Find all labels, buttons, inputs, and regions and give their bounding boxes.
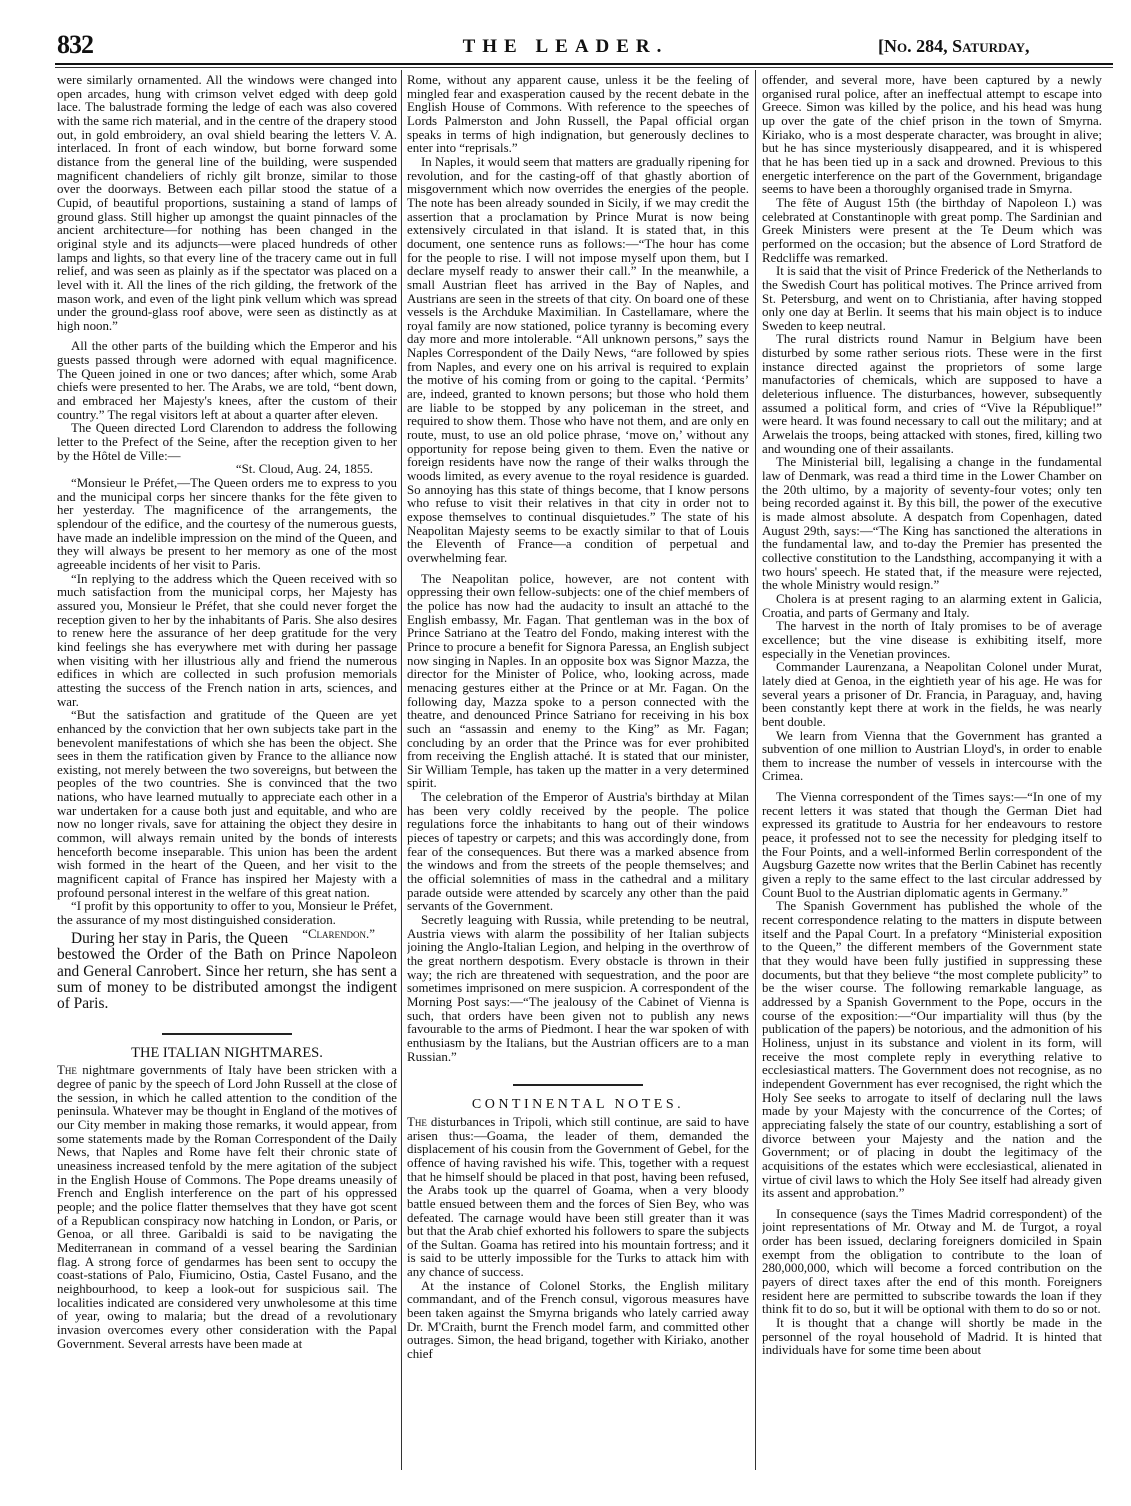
header-rule (55, 63, 1113, 65)
paragraph: Rome, without any apparent cause, unless it be the feeling of mingled fear and exasperation caused by the recent debate in the English House of Commons. With reference to the speeches of Lords Palmerston and John Russell, the Papal official organ speaks in terms of high indignation, but generously declines to enter into “reprisals.” (407, 74, 749, 156)
column-divider (755, 70, 756, 1470)
paragraph: “Monsieur le Préfet,—The Queen orders me to express to you and the municipal corps her sincere thanks for the fête given to her yesterday. The magnificence of the arrangements, the splendour of the edifice, and the courtesy of the numerous guests, have made an indelible impression on the mind of the Queen, and they will always be present to her memory as one of the most agreeable incidents of her visit to Paris. (57, 476, 397, 572)
paragraph: Cholera is at present raging to an alarming extent in Galicia, Croatia, and parts of Germany and Italy. (762, 591, 1102, 620)
paragraph: The harvest in the north of Italy promises to be of average excellence; but the vine disease is exhibiting itself, more especially in the Venetian provinces. (762, 619, 1102, 661)
paragraph: The fête of August 15th (the birthday of Napoleon I.) was celebrated at Constantinople with great pomp. The Sardinian and Greek Ministers were present at the Te Deum which was performed on the occasion; but the absence of Lord Stratford de Redcliffe was remarked. (762, 195, 1102, 265)
paragraph: The Vienna correspondent of the Times says:—“In one of my recent letters it was stated that though the German Diet had expressed its gratitude to Austria for her endeavours to restore peace, it professed not to see the necessity for pledging itself to the Four Points, and a well-informed Berlin correspondent of the Augsburg Gazette now writes that the Berlin Cabinet has recently given a reply to the same effect to the last circular addressed by Count Buol to the Austrian diplomatic agents in Germany.” (762, 790, 1102, 900)
section-heading: THE ITALIAN NIGHTMARES. (131, 1044, 323, 1061)
paragraph: The Queen directed Lord Clarendon to address the following letter to the Prefect of the Seine, after the reception given to her by the Hôtel de Ville:— (57, 421, 397, 463)
paragraph: Commander Laurenzana, a Neapolitan Colonel under Murat, lately died at Genoa, in the eightieth year of his age. He was for several years a prisoner of Dr. Francia, in Paraguay, and, having been constantly kept there at work in the fields, he was nearly bent double. (762, 660, 1102, 729)
letter-dateline: “St. Cloud, Aug. 24, 1855. (235, 462, 373, 477)
paragraph: offender, and several more, have been captured by a newly organised rural police, after an ineffectual attempt to escape into Greece. Simon was killed by the police, and his head was hung up over the gate of the chief prison in the town of Smyrna. Kiriako, who is a most desperate character, was brought in alive; but he has since mysteriously disappeared, and it is whispered that he has been tied up in a sack and drowned. Previous to this energetic interference on the part of the Government, brigandage seems to have been a thoroughly organised trade in Smyrna. (762, 74, 1102, 197)
paragraph: During her stay in Paris, the Queen bestowed the Order of the Bath on Prince Napoleon and General Canrobert. Since her return, she has sent a sum of money to be distributed amongst the indigent of Paris. (57, 929, 397, 1013)
paragraph: “In replying to the address which the Queen received with so much satisfaction from the municipal corps, her Majesty has assured you, Monsieur le Préfet, that she could never forget the reception given to her by the inhabitants of Paris. She also desires to renew here the assurance of her deep gratitude for the very kind feelings she has everywhere met with during her passage when visiting with her illustrious ally and friend the numerous edifices in which are collected in such profusion memorials attesting the success of the French nation in arts, sciences, and war. (57, 571, 397, 709)
paragraph: The Neapolitan police, however, are not content with oppressing their own fellow-subjects: one of the chief members of the police has now had the audacity to insult an attaché to the English embassy, Mr. Fagan. That gentleman was in the box of Prince Satriano at the Teatro del Fondo, making interest with the Prince to procure a benefit for Signora Paressa, an English subject now singing in Naples. In an opposite box was Signor Mazza, the director for the Minister of Police, who, looking across, made menacing gestures either at the Prince or at Mr. Fagan. On the following day, Mazza spoke to a person connected with the theatre, and denounced Prince Satriano for receiving in his box such an “assassin and enemy to the King” as Mr. Fagan; concluding by an order that the Prince was for ever prohibited from receiving the English attaché. It is stated that our minister, Sir William Temple, has taken up the matter in a very determined spirit. (407, 571, 749, 791)
section-rule (513, 1084, 643, 1086)
paragraph: At the instance of Colonel Storks, the English military commandant, and of the French consul, vigorous measures have been taken against the Smyrna brigands who lately carried away Dr. M'Craith, burnt the French model farm, and committed other outrages. Simon, the head brigand, together with Kiriako, another chief (407, 1278, 749, 1362)
newspaper-title: THE LEADER. (462, 36, 669, 57)
column-divider (401, 70, 402, 1470)
letter-signature: “Clarendon.” (302, 926, 375, 941)
paragraph: The Ministerial bill, legalising a change in the fundamental law of Denmark, was read a third time in the Lower Chamber on the 20th ultimo, by a majority of seventy-four votes; only ten being recorded against it. By this bill, the power of the executive is made almost absolute. A despatch from Copenhagen, dated August 29th, says:—“The King has sanctioned the alterations in the fundamental law, and to-day the Premier has presented the collective constitution to the Landsthing, accompanying it with a two hours' speech. He stated that, if the measure were rejected, the whole Ministry would resign.” (762, 455, 1102, 593)
paragraph: In Naples, it would seem that matters are gradually ripening for revolution, and for the casting-off of that ghastly abortion of misgovernment which now overrides the energies of the people. The note has been already sounded in Sicily, if we may credit the assertion that a proclamation by Prince Murat is now being extensively circulated in that island. It is stated that, in this document, one sentence runs as follows:—“The hour has come for the people to rise. I will not impose myself upon them, but I declare myself ready to answer their call.” In the meanwhile, a small Austrian fleet has arrived in the Bay of Naples, and Austrians are seen in the streets of that city. On board one of these vessels is the Archduke Maximilian. In Castellamare, where the royal family are now stationed, police tyranny is becoming every day more and more intolerable. “All unknown persons,” says the Naples Correspondent of the Daily News, “are followed by spies from Naples, and every one on his arrival is required to explain the motive of his coming from or going to the capital. ‘Permits’ are, indeed, granted to known persons; but those who hold them are liable to be stopped by any policeman in the street, and required to show them. Those who have not them, and are only en route, must, to use an old police phrase, ‘move on,’ without any opportunity for repose being given to them. Even the native or foreign residents have now the range of their walks through the woods limited, as every avenue to the royal residence is guarded. So annoying has this state of things become, that I know persons who refuse to visit their relatives in that city in order not to expose themselves to continual disquietudes.” The state of his Neapolitan Majesty seems to be exactly similar to that of Louis the Eleventh of France—a condition of perpetual and overwhelming fear. (407, 154, 749, 565)
lead-word: The (57, 1063, 77, 1078)
paragraph: The Spanish Government has published the whole of the recent correspondence relating to the matters in dispute between itself and the Papal Court. In a prefatory “Ministerial exposition to the Queen,” the different members of the Government state that they would have been fully justified in suppressing these documents, but that they believe “the most complete publicity” to be the wiser course. The following remarkable language, as addressed by a Spanish Government to the Pope, occurs in the course of the exposition:—“Our impartiality will thus (by the publication of the papers) be notorious, and the admonition of his Holiness, unjust in its substance and violent in its form, will receive the most complete reply in everything relative to ecclesiastical matters. The Government does not recognise, as no independent Government has ever recognised, the right which the Holy See seeks to arrogate to itself of declaring null the laws made by your Majesty with the concurrence of the Cortes; of appreciating falsely the state of our country, establishing a sort of divorce between your Majesty and the nation and the Government; or of placing in doubt the legitimacy of the acquisitions of the estates which were ecclesiastical, alienated in virtue of civil laws to which the Holy See itself had already given its assent and approbation.” (762, 899, 1102, 1201)
paragraph: Secretly leaguing with Russia, while pretending to be neutral, Austria views with alarm the possibility of her Italian subjects joining the Anglo-Italian Legion, and helping in the overthrow of the great northern despotism. Every obstacle is thrown in their way; the rich are threatened with sequestration, and the poor are sometimes imprisoned on mere suspicion. A correspondent of the Morning Post says:—“The jealousy of the Cabinet of Vienna is such, that orders have been given not to publish any news favourable to the arms of Piedmont. I hear the war spoken of with enthusiasm by the Italians, but the Austrian officers are to a man Russian.” (407, 913, 749, 1064)
paragraph (57, 899, 397, 941)
page-number: 832 (57, 30, 93, 59)
paragraph: The celebration of the Emperor of Austria's birthday at Milan has been very coldly received by the people. The police regulations force the inhabitants to hang out of their windows pieces of tapestry or carpets; and this was accordingly done, from fear of the consequences. But there was a marked absence from the windows and from the streets of the people themselves; and the official solemnities of mass in the cathedral and a military parade outside were attended by scarcely any other than the paid servants of the Government. (407, 790, 749, 914)
issue-info: [No. 284, Saturday, (878, 36, 1030, 56)
paragraph: It is thought that a change will shortly be made in the personnel of the royal household of Madrid. It is hinted that individuals have for some time been about (762, 1316, 1102, 1358)
header-rule-thin (55, 67, 1113, 68)
column-1 (57, 74, 397, 1470)
paragraph: “But the satisfaction and gratitude of the Queen are yet enhanced by the conviction that her own subjects take part in the benevolent manifestations of which she has been the object. She sees in them the ratification given by France to the alliance now existing, not merely between the two sovereigns, but between the peoples of the two countries. She is convinced that the two nations, who have learned mutually to appreciate each other in a war undertaken for a cause both just and equitable, and who are now no longer rivals, save for attaining the object they desire in common, will always remain united by the bonds of interests henceforth become inseparable. This union has been the ardent wish formed in the heart of the Queen, and her visit to the magnificent capital of France has inspired her Majesty with a profound personal interest in the welfare of this great nation. (57, 708, 397, 900)
paragraph: It is said that the visit of Prince Frederick of the Netherlands to the Swedish Court has political motives. The Prince arrived from St. Petersburg, and went on to Christiania, after having stopped only one day at Berlin. It seems that his main object is to induce Sweden to keep neutral. (762, 264, 1102, 333)
paragraph-text: nightmare governments of Italy have been stricken with a degree of panic by the speech of Lord John Russell at the close of the session, in which he called attention to the condition of the peninsula. Whatever may be thought in England of the motives of our City member in making those remarks, it would appear, from some statements made by the Roman Correspondent of the Daily News, that Naples and Rome have felt their chronic state of uneasiness increased tenfold by the mere agitation of the subject in the English House of Commons. The Pope dreams uneasily of French and English interference on the part of his oppressed people; and the police flatter themselves that they have got scent of a Republican conspiracy now hatching in London, or Paris, or Genoa, or all three. Garibaldi is said to be navigating the Mediterranean in command of a vessel bearing the Sardinian flag. A strong force of gendarmes has been sent to occupy the coast-stations of Palo, Fiumicino, Ostia, Castel Fusano, and the neighbourhood, to keep a look-out for suspicious sail. The localities indicated are considered very unwholesome at this time of year, owing to malaria; but the dread of a revolutionary invasion overcomes every other consideration with the Papal Government. Several arrests have been made at (57, 1063, 397, 1351)
paragraph: were similarly ornamented. All the windows were changed into open arcades, hung with crimson velvet edged with deep gold lace. The balustrade forming the ledge of each was also covered with the same rich material, and in the centre of the drapery stood out, in gold embroidery, an oval shield bearing the letters V. A. interlaced. In front of each window, but borne forward some distance from the general line of the building, were suspended magnificent chandeliers of richly gilt bronze, similar to those over the doorways. Between each pillar stood the statue of a Cupid, of beautiful proportions, sustaining a stand of lamps of ground glass. Still higher up amongst the quaint pinnacles of the ancient architecture—for nothing has been changed in the original style and its adjuncts—were placed hundreds of other lamps and lights, so that every line of the tracery came out in full relief, and was seen as plainly as if the spectator was placed on a level with it. All the lines of the rich gilding, the fretwork of the mason work, and even of the light pink vellum which was spread under the ground-glass roof above, were seen as distinctly as at high noon.” (57, 74, 397, 333)
paragraph (57, 1064, 397, 1351)
paragraph (407, 1116, 749, 1280)
lead-word: The (407, 1114, 427, 1129)
paragraph: All the other parts of the building which the Emperor and his guests passed through were adorned with equal magnificence. The Queen joined in one or two dances; after which, some Arab chiefs were presented to her. The Arabs, we are told, “bent down, and embraced her Majesty's knees, after the custom of their country.” The regal visitors left at about a quarter after eleven. (57, 339, 397, 422)
column-2 (407, 74, 749, 1470)
paragraph: In consequence (says the Times Madrid correspondent) of the joint representations of Mr. Otway and M. de Turgot, a royal order has been issued, declaring foreigners domiciled in Spain exempt from the obligation to contribute to the loan of 280,000,000, which will become a forced contribution on the payers of direct taxes after the end of this month. Foreigners resident here are permitted to subscribe towards the loan if they think fit to do so, but it will be optional with them to do so or not. (762, 1206, 1102, 1317)
section-heading: CONTINENTAL NOTES. (471, 1097, 685, 1113)
paragraph: The rural districts round Namur in Belgium have been disturbed by some rather serious riots. These were in the first instance directed against the proprietors of some large manufactories of chemicals, which are supposed to have a deleterious influence. The disturbances, however, subsequently assumed a political form, and cries of “Vive la République!” were heard. It was found necessary to call out the military; and at Arwelais the troops, being attacked with stones, fired, killing two and wounding one of their assailants. (762, 332, 1102, 456)
paragraph-text: disturbances in Tripoli, which still continue, are said to have arisen thus:—Goama, the leader of them, demanded the displacement of his cousin from the Government of Gebel, for the offence of having ravished his wife. This, together with a request that he himself should be placed in that post, having been refused, the Arabs took up the quarrel of Goama, when a very bloody battle ensued between them and the forces of Sien Bey, who was defeated. The carnage would have been still greater than it was but that the Arab chief exhorted his followers to spare the subjects of the Sultan. Goama has retired into his mountain fortress; and it is said to be utterly impossible for the Turks to attack him with any chance of success. (407, 1114, 749, 1280)
section-rule (162, 1033, 292, 1035)
paragraph: We learn from Vienna that the Government has granted a subvention of one million to Austrian Lloyd's, in order to enable them to increase the number of vessels in intercourse with the Crimea. (762, 728, 1102, 784)
column-3 (762, 74, 1102, 1470)
paragraph-text: “I profit by this opportunity to offer to you, Monsieur le Préfet, the assurance of my most distinguished consideration. (57, 899, 397, 928)
